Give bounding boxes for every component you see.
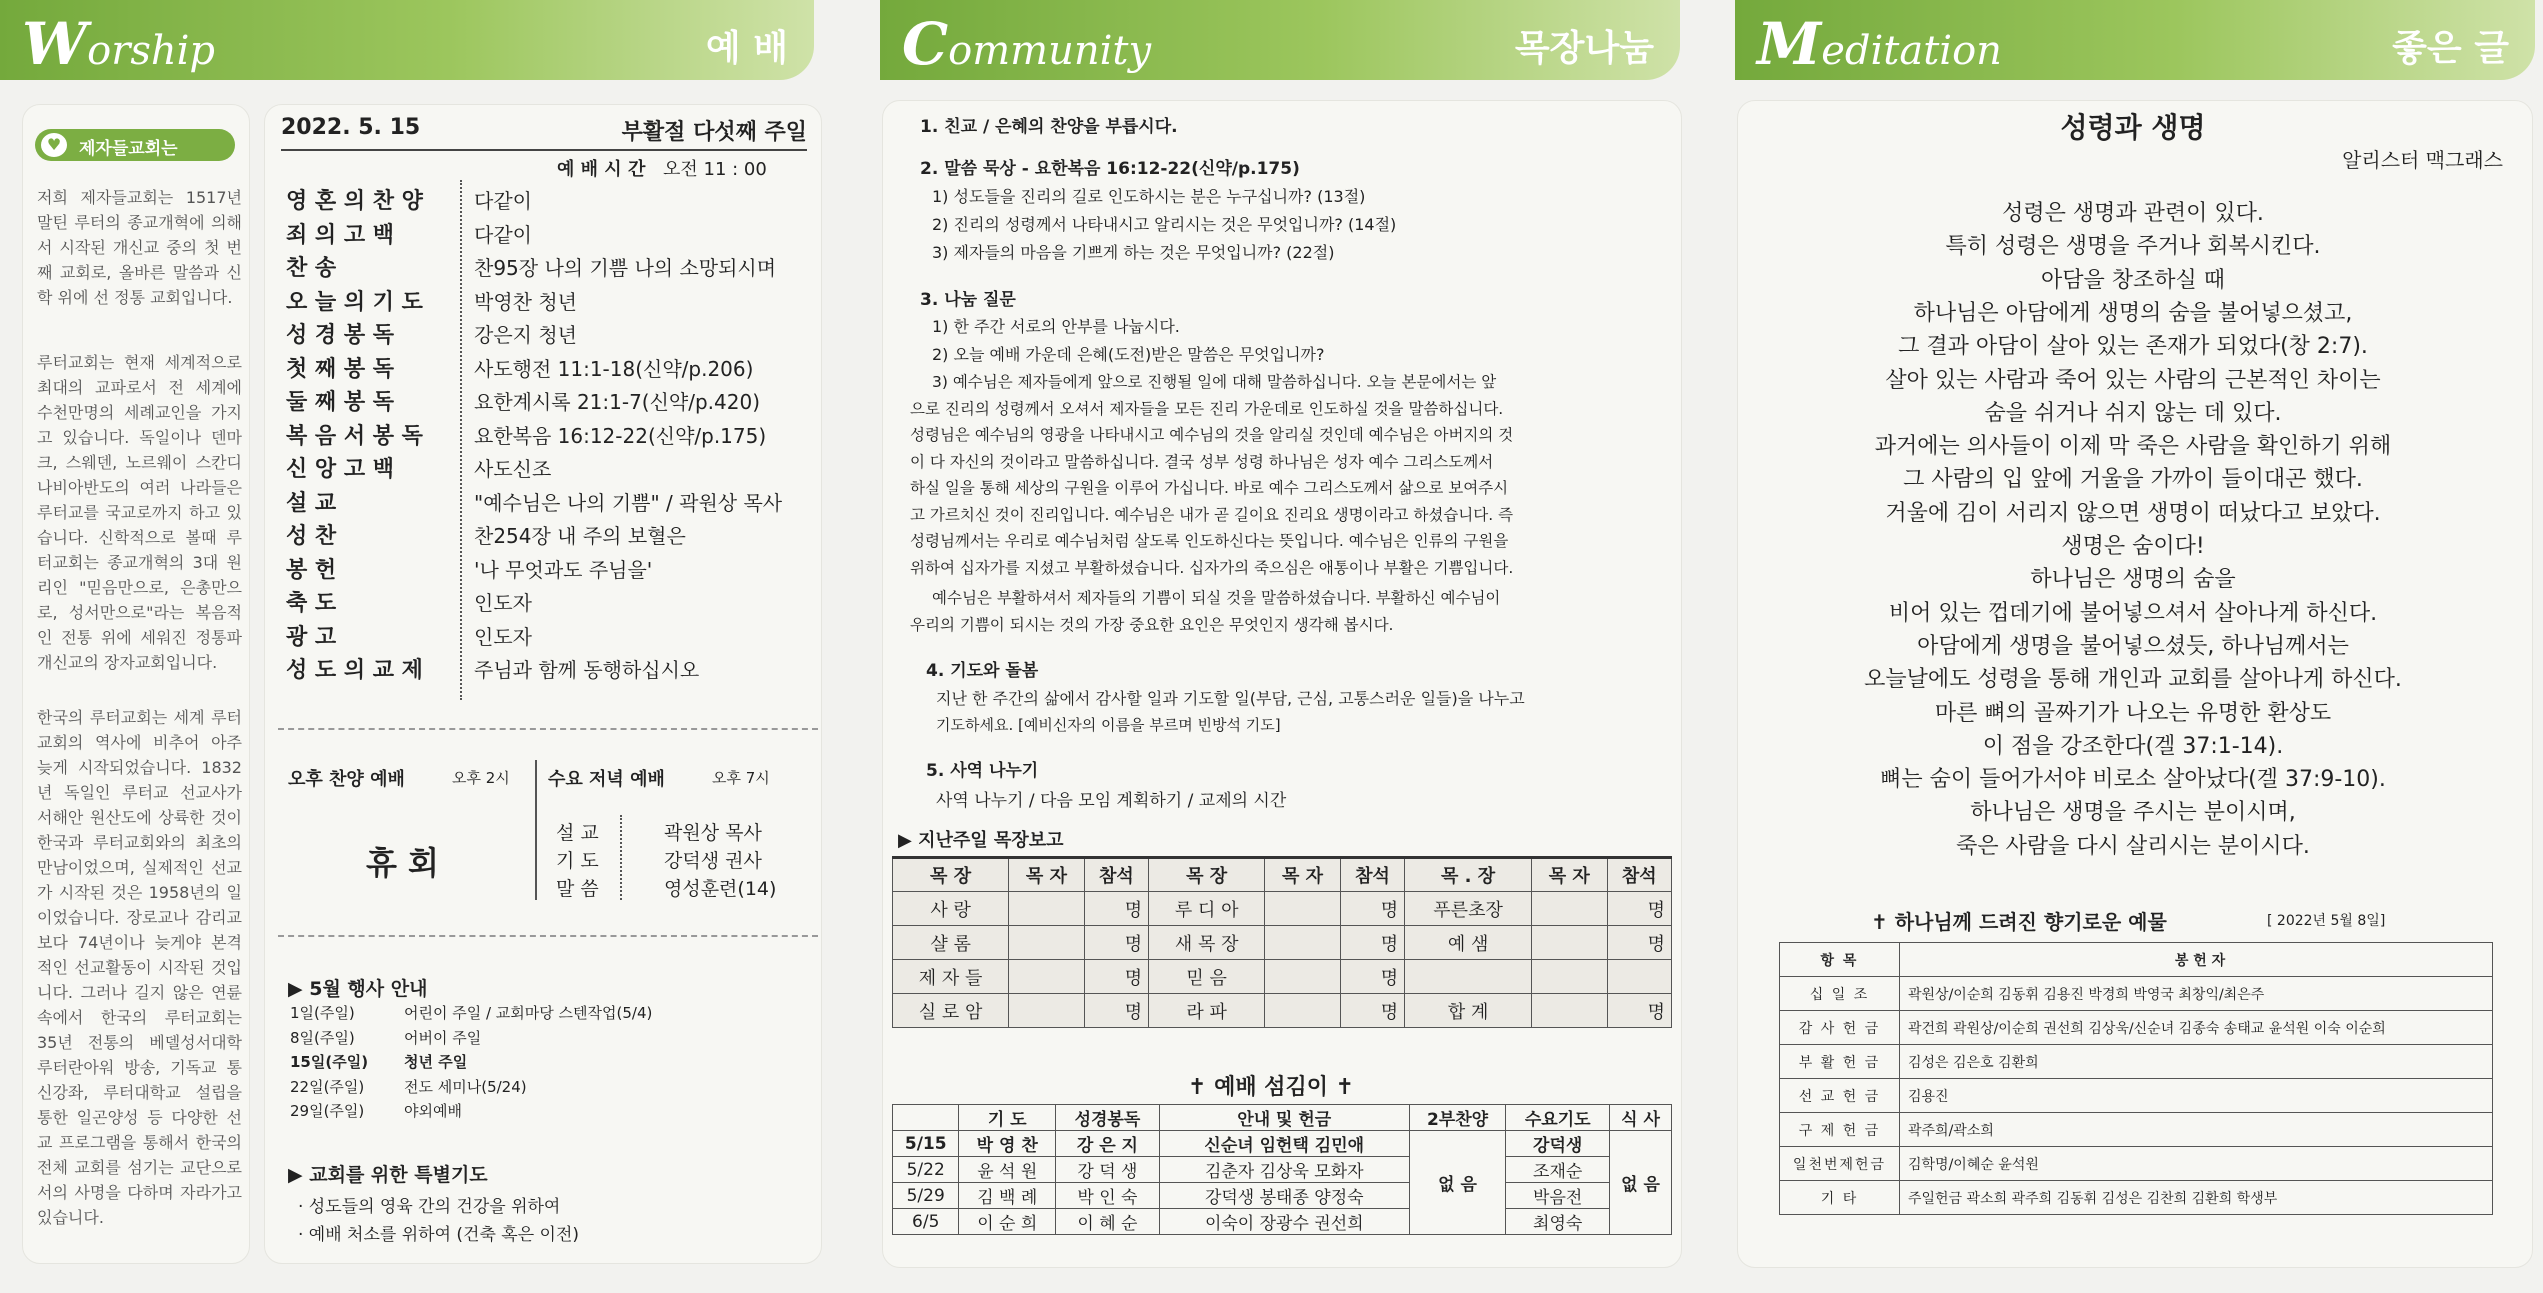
event-text: 전도 세미나(5/24) xyxy=(404,1077,527,1096)
section-meditation: 2. 말씀 묵상 - 요한복음 16:12-22(신약/p.175) xyxy=(920,159,1300,179)
community-header-ko: 목장나눔 xyxy=(1514,28,1654,69)
serve-cell: 없 음 xyxy=(1409,1131,1506,1235)
serve-row xyxy=(893,1131,1672,1157)
serve-table xyxy=(892,1104,1672,1235)
report-cell xyxy=(1532,994,1608,1028)
meditation-line: 그 결과 아담이 살아 있는 존재가 되었다(창 2:7). xyxy=(1898,334,2368,360)
section-ministry: 5. 사역 나누기 xyxy=(926,761,1039,781)
meditation-header-en: Meditation xyxy=(1757,10,2002,78)
offering-row xyxy=(1780,1011,2493,1045)
report-cell xyxy=(1532,892,1608,926)
evening-divider xyxy=(535,760,537,900)
order-value: 요한계시록 21:1-7(신약/p.420) xyxy=(474,390,761,414)
prayer-title: ▶ 교회를 위한 특별기도 xyxy=(288,1164,488,1186)
meditation-question: 3) 제자들의 마음을 기쁘게 하는 것은 무엇입니까? (22절) xyxy=(932,243,1335,262)
intro-paragraph-3: 한국의 루터교회는 세계 루터 교회의 역사에 비추어 아주 늦게 시작되었습니다. 1832년 독일인 루터교 선교사가 서해안 원산도에 상륙한 것이 한국과 루터교회와의 최초의 만남이었으며, 실제적인 선교가 시작된 것은 1958년의 일이었습니다. 장로교나 감리교보다 74년이나 늦게야 본격적인 선교활동이 시작된 것입니다. 그러나 길지 않은 연륜 속에서 한국의 루터교회는 35년 전통의 베델성서대학 루터란아워 방송, 기독교 통신강좌, 루터대학교 설립을 통한 일곤양성 등 다양한 선교 프로그램을 통해서 한국의 전체 교회를 섬기는 교단으로서의 사명을 다하며 자라가고 있습니다. xyxy=(37,708,242,1227)
pm-service-status: 휴 회 xyxy=(366,844,439,882)
meditation-line: 거울에 김이 서리지 않으면 생명이 떠났다고 보았다. xyxy=(1885,500,2381,526)
report-cell xyxy=(1265,960,1341,994)
serve-cell: 조재순 xyxy=(1506,1157,1610,1183)
wed-person: 곽원상 목사 xyxy=(664,822,762,844)
report-cell: 목 장 xyxy=(893,858,1009,892)
report-cell: 명 xyxy=(1607,994,1671,1028)
order-value: 사도행전 11:1-18(신약/p.206) xyxy=(474,356,754,381)
section-divider xyxy=(278,728,818,730)
community-header-en: Community xyxy=(902,10,1152,78)
report-cell: 참석 xyxy=(1084,858,1148,892)
offering-cell: 김용진 xyxy=(1900,1079,2493,1113)
offering-cell: 구 제 헌 금 xyxy=(1780,1113,1900,1147)
report-cell: 합 계 xyxy=(1405,994,1532,1028)
section-fellowship: 1. 친교 / 은혜의 찬양을 부릅시다. xyxy=(920,117,1178,137)
meditation-panel xyxy=(1723,0,2543,1293)
offering-cell: 선 교 헌 금 xyxy=(1780,1079,1900,1113)
report-cell: 명 xyxy=(1084,960,1148,994)
serve-cell: 김 백 례 xyxy=(959,1183,1056,1209)
offering-cell: 주일헌금 곽소희 곽주희 김동휘 김성은 김찬희 김환희 학생부 xyxy=(1900,1181,2493,1215)
order-value: 사도신조 xyxy=(474,457,552,481)
church-intro-sidebar xyxy=(22,104,250,1264)
events-title: ▶ 5월 행사 안내 xyxy=(288,978,428,1000)
order-label: 축 도 xyxy=(286,591,337,616)
report-row xyxy=(893,892,1672,926)
prayer-body-2: 기도하세요. [예비신자의 이름을 부르며 빈방석 기도] xyxy=(936,716,1281,734)
report-cell: 새 목 장 xyxy=(1149,926,1265,960)
report-cell: 명 xyxy=(1340,926,1404,960)
prayer-body-1: 지난 한 주간의 삶에서 감사할 일과 기도할 일(부담, 근심, 고통스러운 일들)을 나누고 xyxy=(936,689,1525,708)
church-intro-badge-label: 제자들교회는 xyxy=(79,139,178,159)
serve-cell: 5/29 xyxy=(893,1183,959,1209)
events-title-text: 5월 행사 안내 xyxy=(309,978,428,1000)
meditation-line: 아담에게 생명을 불어넣으셨듯, 하나님께서는 xyxy=(1917,633,2349,659)
prayer-title-text: 교회를 위한 특별기도 xyxy=(309,1164,488,1186)
sharing-body-line: 성령님은 예수님의 영광을 나타내시고 예수님의 것을 알리실 것인데 예수님은 아버지의 것 xyxy=(910,426,1514,444)
report-cell: 명 xyxy=(1607,926,1671,960)
intro-paragraph-1: 저희 제자들교회는 1517년 말틴 루터의 종교개혁에 의해서 시작된 개신교 중의 첫 번째 교회로, 올바른 말씀과 신학 위에 선 정통 교회입니다. xyxy=(37,188,242,307)
order-label: 봉 헌 xyxy=(286,557,337,583)
report-cell: 명 xyxy=(1084,994,1148,1028)
offering-cell: 부 활 헌 금 xyxy=(1780,1045,1900,1079)
report-cell xyxy=(1405,960,1532,994)
sharing-body-line: 위하여 십자가를 지셨고 부활하셨습니다. 십자가의 죽으심은 애통이나 부활은 기쁨입니다. xyxy=(910,558,1514,577)
pm-service-time: 오후 2시 xyxy=(452,769,510,787)
report-row xyxy=(893,926,1672,960)
report-title: ▶ 지난주일 목장보고 xyxy=(898,830,1064,851)
report-cell: 참석 xyxy=(1607,858,1671,892)
meditation-line: 아담을 창조하실 때 xyxy=(2040,267,2225,293)
report-cell: 명 xyxy=(1084,926,1148,960)
event-text: 어버이 주일 xyxy=(404,1028,482,1047)
serve-row xyxy=(893,1183,1672,1209)
order-value: 찬95장 나의 기쁨 나의 소망되시며 xyxy=(474,256,777,280)
report-row xyxy=(893,960,1672,994)
meditation-line: 하나님은 아담에게 생명의 숨을 불어넣으셨고, xyxy=(1913,300,2353,326)
event-date: 22일(주일) xyxy=(290,1077,365,1096)
cell-report-table xyxy=(892,856,1672,1028)
order-value: '나 무엇과도 주님을' xyxy=(474,557,653,582)
serve-row xyxy=(893,1105,1672,1131)
pm-service-title: 오후 찬양 예배 xyxy=(288,769,405,790)
offering-row xyxy=(1780,1045,2493,1079)
report-cell: 목 자 xyxy=(1532,858,1608,892)
order-label: 둘 째 봉 독 xyxy=(286,390,394,415)
meditation-line: 하나님은 생명을 주시는 분이시며, xyxy=(1970,800,2296,826)
event-text: 어린이 주일 / 교회마당 스텐작업(5/4) xyxy=(404,1004,653,1022)
section-sharing: 3. 나눔 질문 xyxy=(920,290,1016,310)
serve-cell: 강 덕 생 xyxy=(1056,1157,1160,1183)
serve-cell: 없 음 xyxy=(1610,1131,1672,1235)
meditation-line: 살아 있는 사람과 죽어 있는 사람의 근본적인 차이는 xyxy=(1885,367,2381,393)
report-cell: 라 파 xyxy=(1149,994,1265,1028)
offering-table xyxy=(1779,942,2493,1215)
worship-header-ko: 예 배 xyxy=(705,28,788,69)
offering-row xyxy=(1780,1079,2493,1113)
events-divider xyxy=(278,935,818,937)
meditation-line: 이 점을 강조한다(겔 37:1-14). xyxy=(1982,733,2284,759)
meditation-line: 오늘날에도 성령을 통해 개인과 교회를 살아나게 하신다. xyxy=(1864,667,2402,693)
serve-row xyxy=(893,1157,1672,1183)
meditation-question: 1) 성도들을 진리의 길로 인도하시는 분은 누구십니까? (13절) xyxy=(932,187,1366,206)
sharing-question: 1) 한 주간 서로의 안부를 나눕시다. xyxy=(932,317,1180,336)
meditation-title: 성령과 생명 xyxy=(2060,111,2206,144)
offering-cell: 감 사 헌 금 xyxy=(1780,1011,1900,1045)
order-label: 복 음 서 봉 독 xyxy=(286,423,423,449)
serve-cell: 안내 및 헌금 xyxy=(1159,1105,1409,1131)
offering-cell: 김성은 김은호 김환희 xyxy=(1900,1045,2493,1079)
serve-cell: 2부찬양 xyxy=(1409,1105,1506,1131)
order-label: 찬 송 xyxy=(286,256,337,281)
meditation-line: 뼈는 숨이 들어가서야 비로소 살아났다(겔 37:9-10). xyxy=(1880,767,2386,793)
serve-title: ✝ 예배 섬김이 ✝ xyxy=(1188,1075,1355,1100)
serve-cell: 5/22 xyxy=(893,1157,959,1183)
sharing-body-line: 이 다 자신의 것이라고 말씀하십니다. 결국 성부 성령 하나님은 성자 예수 그리스도께서 xyxy=(910,452,1494,471)
offering-cell: 십 일 조 xyxy=(1780,977,1900,1011)
worship-date: 2022. 5. 15 xyxy=(281,115,421,140)
wed-service-time: 오후 7시 xyxy=(712,769,770,787)
sharing-body-line: 하실 일을 통해 세상의 구원을 이루어 가십니다. 바로 예수 그리스도께서 삶으로 보여주시 xyxy=(910,479,1509,497)
sharing-body-line: 성령님께서는 우리로 예수님처럼 살도록 인도하신다는 뜻입니다. 예수님은 인류의 구원을 xyxy=(910,532,1509,550)
serve-cell: 기 도 xyxy=(959,1105,1056,1131)
report-cell xyxy=(1532,926,1608,960)
serve-cell: 식 사 xyxy=(1610,1105,1672,1131)
serve-cell: 박 인 숙 xyxy=(1056,1183,1160,1209)
meditation-line: 비어 있는 껍데기에 불어넣으셔서 살아나게 하신다. xyxy=(1888,600,2378,626)
order-label: 첫 째 봉 독 xyxy=(286,356,394,382)
order-label: 광 고 xyxy=(286,624,337,650)
sharing-body-line: 우리의 기쁨이 되시는 것의 가장 중요한 요인은 무엇인지 생각해 봅시다. xyxy=(910,615,1394,634)
serve-cell: 이 혜 순 xyxy=(1056,1209,1160,1235)
report-cell xyxy=(1009,926,1085,960)
sharing-body-line: 고 가르치신 것이 진리입니다. 예수님은 내가 곧 길이요 진리요 생명이라고 하셨습니다. 즉 xyxy=(910,505,1514,524)
meditation-question: 2) 진리의 성령께서 나타내시고 알리시는 것은 무엇입니까? (14절) xyxy=(932,215,1397,234)
offering-title: ✝ 하나님께 드려진 향기로운 예물 xyxy=(1871,910,2167,934)
serve-cell: 수요기도 xyxy=(1506,1105,1610,1131)
order-label: 죄 의 고 백 xyxy=(286,222,394,248)
worship-header xyxy=(0,0,814,80)
service-time-value: 오전 11 : 00 xyxy=(663,159,767,180)
report-cell: 명 xyxy=(1340,892,1404,926)
sunday-name: 부활절 다섯째 주일 xyxy=(621,120,807,145)
report-row xyxy=(893,994,1672,1028)
report-cell: 목 장 xyxy=(1149,858,1265,892)
offering-date: [ 2022년 5월 8일] xyxy=(2267,913,2386,929)
serve-cell: 강덕생 봉태종 양정숙 xyxy=(1159,1183,1409,1209)
report-cell xyxy=(1265,892,1341,926)
report-cell: 명 xyxy=(1340,994,1404,1028)
section-prayer: 4. 기도와 돌봄 xyxy=(926,661,1039,681)
sharing-body-line: 3) 예수님은 제자들에게 앞으로 진행될 일에 대해 말씀하십니다. 오늘 본문에서는 앞 xyxy=(932,373,1497,391)
report-cell xyxy=(1265,926,1341,960)
report-cell xyxy=(1009,892,1085,926)
meditation-header-ko: 좋은 글 xyxy=(2392,28,2509,69)
report-row xyxy=(893,858,1672,892)
date-divider xyxy=(281,149,807,151)
serve-cell: 강덕생 xyxy=(1506,1131,1610,1157)
meditation-line: 마른 뼈의 골짜기가 나오는 유명한 환상도 xyxy=(1934,700,2332,726)
event-date: 8일(주일) xyxy=(290,1028,355,1047)
serve-cell: 신순녀 임헌택 김민애 xyxy=(1159,1131,1409,1157)
order-value: 찬254장 내 주의 보혈은 xyxy=(474,524,686,548)
report-cell: 명 xyxy=(1084,892,1148,926)
report-cell xyxy=(1265,994,1341,1028)
prayer-item-2: · 예배 처소를 위하여 (건축 혹은 이전) xyxy=(298,1225,579,1245)
event-text: 야외예배 xyxy=(404,1102,462,1120)
offering-cell: 곽주희/곽소희 xyxy=(1900,1113,2493,1147)
serve-cell: 최영숙 xyxy=(1506,1209,1610,1235)
serve-cell: 이숙이 장광수 권선희 xyxy=(1159,1209,1409,1235)
report-cell: 루 디 아 xyxy=(1149,892,1265,926)
serve-cell: 성경봉독 xyxy=(1056,1105,1160,1131)
service-time-label: 예 배 시 간 xyxy=(557,159,646,180)
offering-row xyxy=(1780,943,2493,977)
meditation-line: 죽은 사람을 다시 살리시는 분이시다. xyxy=(1956,833,2310,859)
report-title-text: 지난주일 목장보고 xyxy=(918,830,1064,851)
serve-cell: 박 영 찬 xyxy=(959,1131,1056,1157)
meditation-line: 과거에는 의사들이 이제 막 죽은 사람을 확인하기 위해 xyxy=(1874,434,2392,460)
order-label: 성 경 봉 독 xyxy=(286,323,394,348)
report-cell xyxy=(1532,960,1608,994)
order-label: 신 앙 고 백 xyxy=(286,457,394,482)
meditation-line: 하나님은 생명의 숨을 xyxy=(2030,567,2236,593)
report-cell: 목 자 xyxy=(1265,858,1341,892)
report-cell: 명 xyxy=(1607,892,1671,926)
order-value: 주님과 함께 동행하십시오 xyxy=(474,658,700,682)
offering-cell: 곽원상/이순희 김동휘 김용진 박경희 박영국 최창익/최은주 xyxy=(1900,977,2493,1011)
offering-cell: 항 목 xyxy=(1780,943,1900,977)
report-cell: 명 xyxy=(1340,960,1404,994)
order-label: 성 도 의 교 제 xyxy=(286,658,423,683)
report-cell: 예 샘 xyxy=(1405,926,1532,960)
order-value: 강은지 청년 xyxy=(474,323,577,347)
serve-cell: 윤 석 원 xyxy=(959,1157,1056,1183)
order-value: 인도자 xyxy=(474,624,532,649)
offering-cell: 봉 헌 자 xyxy=(1900,943,2493,977)
offering-row xyxy=(1780,977,2493,1011)
event-date: 1일(주일) xyxy=(290,1004,355,1022)
serve-cell: 이 순 희 xyxy=(959,1209,1056,1235)
order-value: 요한복음 16:12-22(신약/p.175) xyxy=(474,423,767,448)
heart-icon: ♥ xyxy=(41,133,67,157)
report-cell xyxy=(1009,960,1085,994)
report-cell: 사 랑 xyxy=(893,892,1009,926)
worship-panel xyxy=(0,0,847,1293)
sharing-question: 2) 오늘 예배 가운데 은혜(도전)받은 말씀은 무엇입니까? xyxy=(932,345,1325,364)
community-header xyxy=(880,0,1680,80)
wed-role: 말 씀 xyxy=(556,878,599,900)
event-date: 29일(주일) xyxy=(290,1102,365,1120)
event-text: 청년 주일 xyxy=(404,1053,468,1071)
offering-cell: 일천번제헌금 xyxy=(1780,1147,1900,1181)
meditation-line: 그 사람의 입 앞에 거울을 가까이 들이대곤 했다. xyxy=(1903,467,2363,493)
report-cell xyxy=(1009,994,1085,1028)
serve-cell xyxy=(893,1105,959,1131)
wed-person: 영성훈련(14) xyxy=(664,878,777,900)
order-label: 성 찬 xyxy=(286,524,337,549)
report-cell: 목 자 xyxy=(1009,858,1085,892)
report-cell: 제 자 들 xyxy=(893,960,1009,994)
report-cell: 믿 음 xyxy=(1149,960,1265,994)
offering-row xyxy=(1780,1113,2493,1147)
report-cell: 실 로 암 xyxy=(893,994,1009,1028)
wed-role: 기 도 xyxy=(556,850,599,872)
meditation-header xyxy=(1735,0,2535,80)
worship-header-en: Worship xyxy=(22,10,216,78)
report-cell: 샬 롬 xyxy=(893,926,1009,960)
meditation-author: 알리스터 맥그래스 xyxy=(2342,148,2503,172)
wed-person: 강덕생 권사 xyxy=(664,850,762,872)
order-label: 영 혼 의 찬 양 xyxy=(286,189,423,214)
offering-cell: 기 타 xyxy=(1780,1181,1900,1215)
meditation-line: 성령은 생명과 관련이 있다. xyxy=(2002,201,2264,226)
offering-row xyxy=(1780,1181,2493,1215)
offering-row xyxy=(1780,1147,2493,1181)
serve-cell: 김춘자 김상욱 모화자 xyxy=(1159,1157,1409,1183)
meditation-line: 특히 성령은 생명을 주거나 회복시킨다. xyxy=(1945,234,2321,260)
offering-cell: 김학명/이혜순 윤석원 xyxy=(1900,1147,2493,1181)
order-value: 다같이 xyxy=(474,222,532,247)
wed-role: 설 교 xyxy=(556,822,599,844)
order-value: 인도자 xyxy=(474,591,532,615)
order-value: 박영찬 청년 xyxy=(474,289,577,314)
report-cell xyxy=(1607,960,1671,994)
meditation-line: 숨을 쉬거나 쉬지 않는 데 있다. xyxy=(1984,400,2282,426)
sharing-body-line: 예수님은 부활하셔서 제자들의 기쁨이 되실 것을 말씀하셨습니다. 부활하신 예수님이 xyxy=(932,589,1501,607)
offering-cell: 곽건희 곽원상/이순희 권선희 김상욱/신순녀 김종숙 송태교 윤석원 이숙 이순희 xyxy=(1900,1011,2493,1045)
order-label: 설 교 xyxy=(286,490,337,516)
intro-paragraph-2: 루터교회는 현재 세계적으로 최대의 교파로서 전 세계에 수천만명의 세례교인을 가지고 있습니다. 독일이나 덴마크, 스웨덴, 노르웨이 스칸디나비아반도의 여러 나라들은 루터교를 국교로까지 하고 있습니다. 신학적으로 볼때 루터교회는 종교개혁의 3대 원리인 "믿음만으로, 은총만으로, 성서만으로"라는 복음적인 전통 위에 세워진 정통파 개신교의 장자교회입니다. xyxy=(37,353,242,672)
order-label: 오 늘 의 기 도 xyxy=(286,289,423,315)
report-cell: 목 . 장 xyxy=(1405,858,1532,892)
serve-row xyxy=(893,1209,1672,1235)
sharing-body-line: 으로 진리의 성령께서 오셔서 제자들을 모든 진리 가운데로 인도하실 것을 말씀하십니다. xyxy=(910,399,1504,418)
community-panel xyxy=(868,0,1695,1293)
prayer-item-1: · 성도들의 영육 간의 건강을 위하여 xyxy=(298,1197,561,1217)
wed-service-title: 수요 저녁 예배 xyxy=(548,769,665,790)
ministry-body: 사역 나누기 / 다음 모임 계획하기 / 교제의 시간 xyxy=(936,791,1287,811)
serve-cell: 강 은 지 xyxy=(1056,1131,1160,1157)
report-cell: 푸른초장 xyxy=(1405,892,1532,926)
serve-cell: 6/5 xyxy=(893,1209,959,1235)
order-divider xyxy=(460,180,462,700)
meditation-line: 생명은 숨이다! xyxy=(2061,534,2205,559)
report-cell: 참석 xyxy=(1340,858,1404,892)
event-date: 15일(주일) xyxy=(290,1053,369,1071)
serve-cell: 박음전 xyxy=(1506,1183,1610,1209)
order-value: 다같이 xyxy=(474,189,532,213)
serve-cell: 5/15 xyxy=(893,1131,959,1157)
order-value: "예수님은 나의 기쁨" / 곽원상 목사 xyxy=(474,490,783,515)
wed-divider xyxy=(620,815,622,900)
church-intro-badge xyxy=(35,129,235,161)
